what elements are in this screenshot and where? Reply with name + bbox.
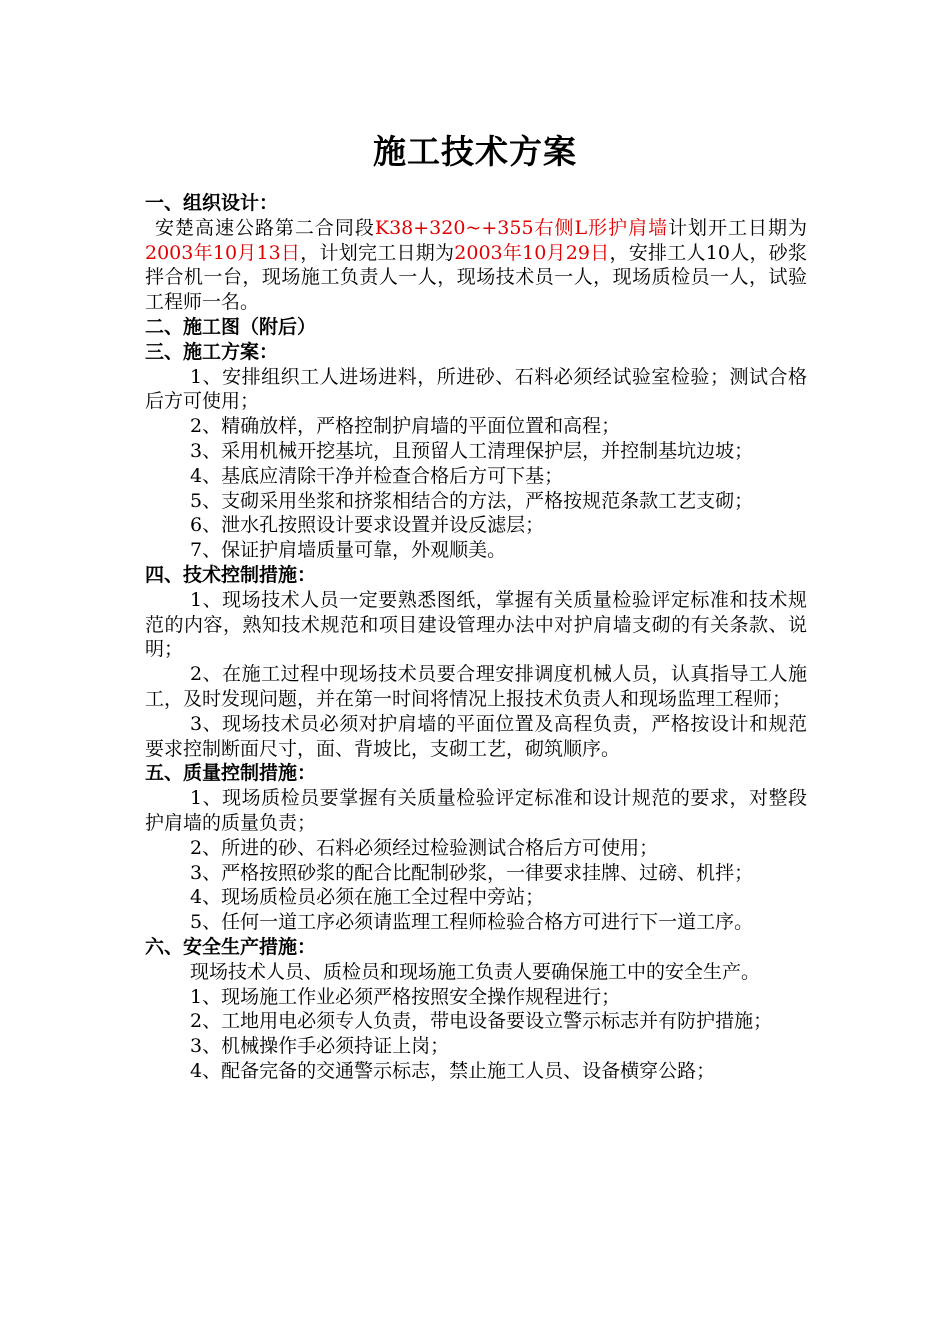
safety-item: 1、现场施工作业必须严格按照安全操作规程进行； [190, 985, 621, 1008]
plan-item: 5、支砌采用坐浆和挤浆相结合的方法，严格按规范条款工艺支砌； [190, 489, 754, 512]
document-title: 施工技术方案 [373, 132, 577, 171]
quality-control-item: 3、严格按照砂浆的配合比配制砂浆，一律要求挂牌、过磅、机拌； [190, 861, 754, 884]
text-span: 计划开工日期为 [668, 216, 807, 239]
plan-item: 3、采用机械开挖基坑，且预留人工清理保护层，并控制基坑边坡； [190, 439, 754, 462]
technical-control-item: 2、在施工过程中现场技术员要合理安排调度机械人员，认真指导工人施工，及时发现问题，并在第一时间将情况上报技术负责人和现场监理工程师； [145, 663, 807, 710]
plan-item: 6、泄水孔按照设计要求设置并设反滤层； [190, 514, 545, 537]
section-heading-plan: 三、施工方案： [145, 340, 279, 363]
quality-control-item: 1、现场质检员要掌握有关质量检验评定标准和设计规范的要求，对整段护肩墙的质量负责； [145, 787, 807, 834]
technical-control-item: 1、现场技术人员一定要熟悉图纸，掌握有关质量检验评定标准和技术规范的内容，熟知技术规范和项目建设管理办法中对护肩墙支砌的有关条款、说明； [145, 588, 807, 661]
document-body [145, 191, 807, 1084]
section-heading-drawings: 二、施工图（附后） [145, 315, 317, 338]
safety-item: 3、机械操作手必须持证上岗； [190, 1035, 450, 1058]
highlighted-end-date: 2003年10月29日 [454, 241, 610, 264]
plan-item: 2、精确放样，严格控制护肩墙的平面位置和高程； [190, 415, 621, 438]
text-span: 安楚高速公路第二合同段 [155, 216, 375, 239]
plan-item: 1、安排组织工人进场进料，所进砂、石料必须经试验室检验；测试合格后方可使用； [145, 365, 807, 413]
plan-item: 4、基底应清除干净并检查合格后方可下基； [190, 464, 564, 487]
text-span: ，安排工人10人，砂浆拌合机一台，现场施工负责人一人，现场技术员一人，现场质检员一人，试验工程师一名。 [145, 241, 807, 314]
section-heading-organization: 一、组织设计： [145, 192, 279, 214]
highlighted-start-date: 2003年10月13日 [145, 241, 301, 264]
quality-control-item: 2、所进的砂、石料必须经过检验测试合格后方可使用； [190, 836, 659, 859]
quality-control-item: 5、任何一道工序必须请监理工程师检验合格方可进行下一道工序。 [190, 911, 754, 934]
technical-control-item: 3、现场技术员必须对护肩墙的平面位置及高程负责，严格按设计和规范要求控制断面尺寸，面、背坡比，支砌工艺，砌筑顺序。 [145, 712, 807, 760]
section-heading-quality-control: 五、质量控制措施： [145, 762, 317, 785]
highlighted-location: K38+320~+355右侧L形护肩墙 [374, 216, 669, 239]
safety-item: 2、工地用电必须专人负责，带电设备要设立警示标志并有防护措施； [190, 1010, 773, 1033]
plan-item: 7、保证护肩墙质量可靠，外观顺美。 [190, 539, 507, 562]
text-span: ，计划完工日期为 [300, 241, 455, 264]
section-heading-safety: 六、安全生产措施： [145, 935, 317, 958]
organization-paragraph [145, 216, 807, 315]
safety-intro: 现场技术人员、质检员和现场施工负责人要确保施工中的安全生产。 [190, 960, 761, 983]
section-heading-technical-control: 四、技术控制措施： [145, 563, 317, 586]
quality-control-item: 4、现场质检员必须在施工全过程中旁站； [190, 886, 545, 909]
safety-item: 4、配备完备的交通警示标志，禁止施工人员、设备横穿公路； [190, 1059, 716, 1082]
